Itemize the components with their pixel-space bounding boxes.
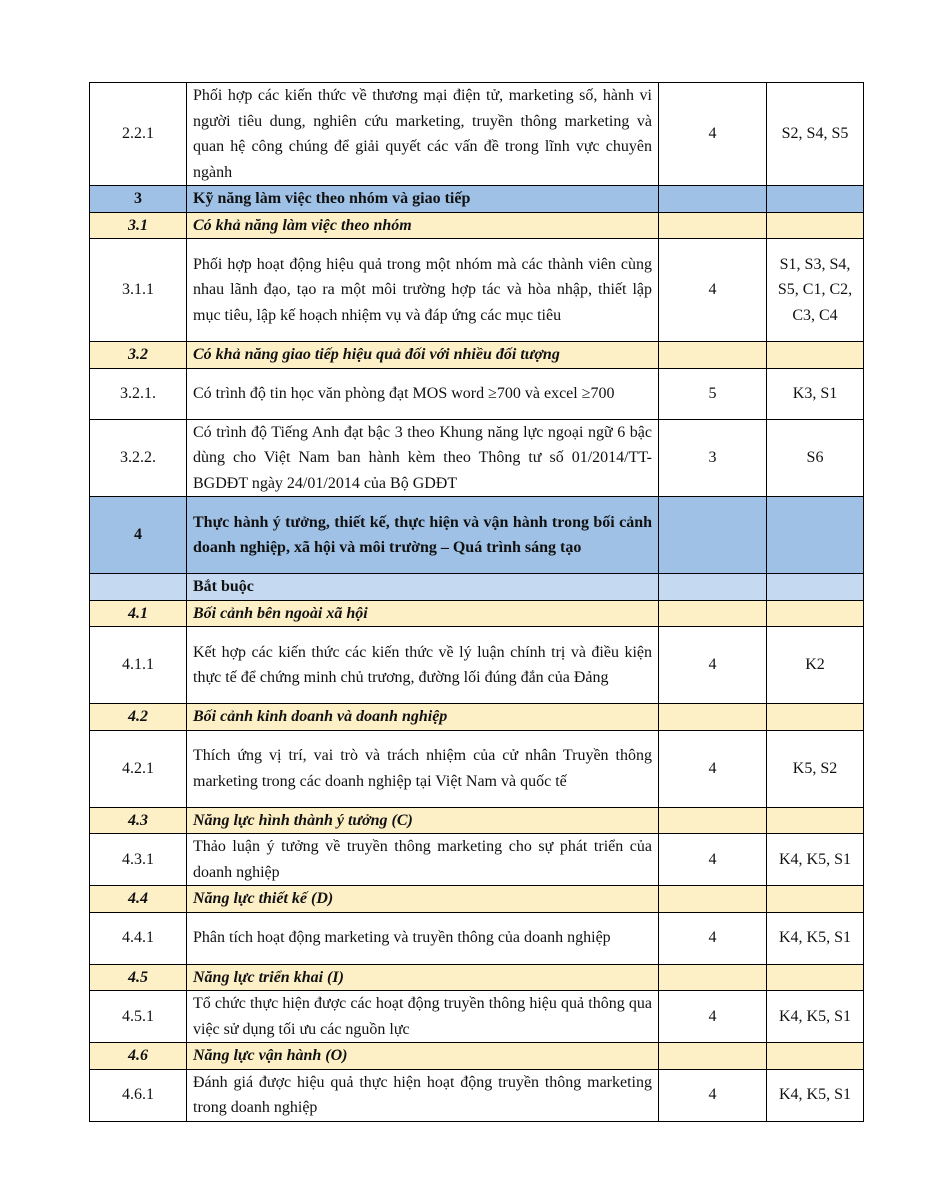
subsection-header-row (90, 807, 864, 834)
row-level: 4 (659, 239, 767, 342)
row-level (659, 964, 767, 991)
row-code: 3.2.1. (90, 368, 187, 419)
table-row (90, 239, 864, 342)
row-reference: K4, K5, S1 (767, 912, 864, 964)
row-reference (767, 600, 864, 627)
subsection-code: 4.1 (90, 600, 187, 627)
subsection-header-row (90, 704, 864, 731)
subsection-header-row (90, 600, 864, 627)
row-code: 3.2.2. (90, 419, 187, 497)
row-code: 4.6.1 (90, 1069, 187, 1121)
table-row (90, 912, 864, 964)
row-level: 3 (659, 419, 767, 497)
row-level (659, 342, 767, 369)
subsection-code: 4.4 (90, 886, 187, 913)
row-reference: S6 (767, 419, 864, 497)
table-row (90, 834, 864, 886)
row-description: Có trình độ tin học văn phòng đạt MOS word ≥700 và excel ≥700 (187, 368, 659, 419)
row-level: 4 (659, 912, 767, 964)
row-reference (767, 342, 864, 369)
row-level (659, 1043, 767, 1070)
row-level: 4 (659, 627, 767, 704)
row-level: 4 (659, 991, 767, 1043)
row-code: 3.1.1 (90, 239, 187, 342)
subsection-title: Năng lực vận hành (O) (187, 1043, 659, 1070)
row-level: 4 (659, 1069, 767, 1121)
subsection-header-row (90, 1043, 864, 1070)
row-code: 4.3.1 (90, 834, 187, 886)
row-reference (767, 1043, 864, 1070)
group-title: Bắt buộc (187, 574, 659, 601)
subsection-code: 4.6 (90, 1043, 187, 1070)
row-level: 5 (659, 368, 767, 419)
row-code: 4.2.1 (90, 730, 187, 807)
section-code: 3 (90, 186, 187, 213)
subsection-code: 4.5 (90, 964, 187, 991)
table-row (90, 627, 864, 704)
row-reference: K4, K5, S1 (767, 834, 864, 886)
table-row (90, 419, 864, 497)
table-row (90, 1069, 864, 1121)
row-reference (767, 574, 864, 601)
subsection-title: Bối cảnh kinh doanh và doanh nghiệp (187, 704, 659, 731)
subsection-title: Có khả năng giao tiếp hiệu quả đối với nhiều đối tượng (187, 342, 659, 369)
subsection-code: 3.1 (90, 212, 187, 239)
row-level (659, 886, 767, 913)
section-code: 4 (90, 497, 187, 574)
row-reference (767, 704, 864, 731)
row-reference (767, 497, 864, 574)
subsection-header-row (90, 342, 864, 369)
row-level (659, 212, 767, 239)
subsection-title: Năng lực triển khai (I) (187, 964, 659, 991)
table-row (90, 730, 864, 807)
row-description: Thích ứng vị trí, vai trò và trách nhiệm của cử nhân Truyền thông marketing trong các doanh nghiệp tại Việt Nam và quốc tế (187, 730, 659, 807)
row-level (659, 807, 767, 834)
row-description: Phối hợp hoạt động hiệu quả trong một nhóm mà các thành viên cùng nhau lãnh đạo, tạo ra một môi trường hợp tác và hòa nhập, thiết lập mục tiêu, lập kế hoạch nhiệm vụ và đáp ứng các mục tiêu (187, 239, 659, 342)
row-level (659, 186, 767, 213)
row-reference: K5, S2 (767, 730, 864, 807)
subsection-title: Bối cảnh bên ngoài xã hội (187, 600, 659, 627)
subsection-title: Năng lực hình thành ý tưởng (C) (187, 807, 659, 834)
row-description: Phối hợp các kiến thức về thương mại điện tử, marketing số, hành vi người tiêu dung, nghiên cứu marketing, truyền thông marketing và quan hệ công chúng để giải quyết các vấn đề trong lĩnh vực chuyên ngành (187, 83, 659, 186)
group-header-row (90, 574, 864, 601)
row-code: 4.4.1 (90, 912, 187, 964)
section-header-row (90, 186, 864, 213)
table-row (90, 83, 864, 186)
subsection-code: 4.2 (90, 704, 187, 731)
subsection-header-row (90, 886, 864, 913)
row-reference: K4, K5, S1 (767, 1069, 864, 1121)
row-reference: K3, S1 (767, 368, 864, 419)
subsection-header-row (90, 212, 864, 239)
table-row (90, 991, 864, 1043)
row-code: 4.1.1 (90, 627, 187, 704)
row-reference (767, 964, 864, 991)
section-title: Kỹ năng làm việc theo nhóm và giao tiếp (187, 186, 659, 213)
row-description: Phân tích hoạt động marketing và truyền thông của doanh nghiệp (187, 912, 659, 964)
section-header-row (90, 497, 864, 574)
row-code: 4.5.1 (90, 991, 187, 1043)
row-reference: K4, K5, S1 (767, 991, 864, 1043)
subsection-title: Năng lực thiết kế (D) (187, 886, 659, 913)
row-level (659, 497, 767, 574)
subsection-code: 3.2 (90, 342, 187, 369)
row-description: Đánh giá được hiệu quả thực hiện hoạt động truyền thông marketing trong doanh nghiệp (187, 1069, 659, 1121)
subsection-code: 4.3 (90, 807, 187, 834)
row-description: Kết hợp các kiến thức các kiến thức về lý luận chính trị và điều kiện thực tế để chứng minh chủ trương, đường lối đúng đắn của Đảng (187, 627, 659, 704)
row-description: Thảo luận ý tưởng về truyền thông marketing cho sự phát triển của doanh nghiệp (187, 834, 659, 886)
row-code: 2.2.1 (90, 83, 187, 186)
row-reference (767, 807, 864, 834)
row-description: Tổ chức thực hiện được các hoạt động truyền thông hiệu quả thông qua việc sử dụng tối ưu các nguồn lực (187, 991, 659, 1043)
learning-outcomes-table (89, 82, 864, 1122)
row-level: 4 (659, 83, 767, 186)
row-reference: S1, S3, S4, S5, C1, C2, C3, C4 (767, 239, 864, 342)
row-reference (767, 886, 864, 913)
row-reference: K2 (767, 627, 864, 704)
row-reference (767, 212, 864, 239)
row-description: Có trình độ Tiếng Anh đạt bậc 3 theo Khung năng lực ngoại ngữ 6 bậc dùng cho Việt Nam ban hành kèm theo Thông tư số 01/2014/TT-BGDĐT ngày 24/01/2014 của Bộ GDĐT (187, 419, 659, 497)
group-code (90, 574, 187, 601)
subsection-title: Có khả năng làm việc theo nhóm (187, 212, 659, 239)
subsection-header-row (90, 964, 864, 991)
section-title: Thực hành ý tưởng, thiết kế, thực hiện và vận hành trong bối cảnh doanh nghiệp, xã hội và môi trường – Quá trình sáng tạo (187, 497, 659, 574)
row-level (659, 574, 767, 601)
row-level: 4 (659, 730, 767, 807)
row-level (659, 704, 767, 731)
row-reference (767, 186, 864, 213)
row-reference: S2, S4, S5 (767, 83, 864, 186)
row-level (659, 600, 767, 627)
table-row (90, 368, 864, 419)
row-level: 4 (659, 834, 767, 886)
